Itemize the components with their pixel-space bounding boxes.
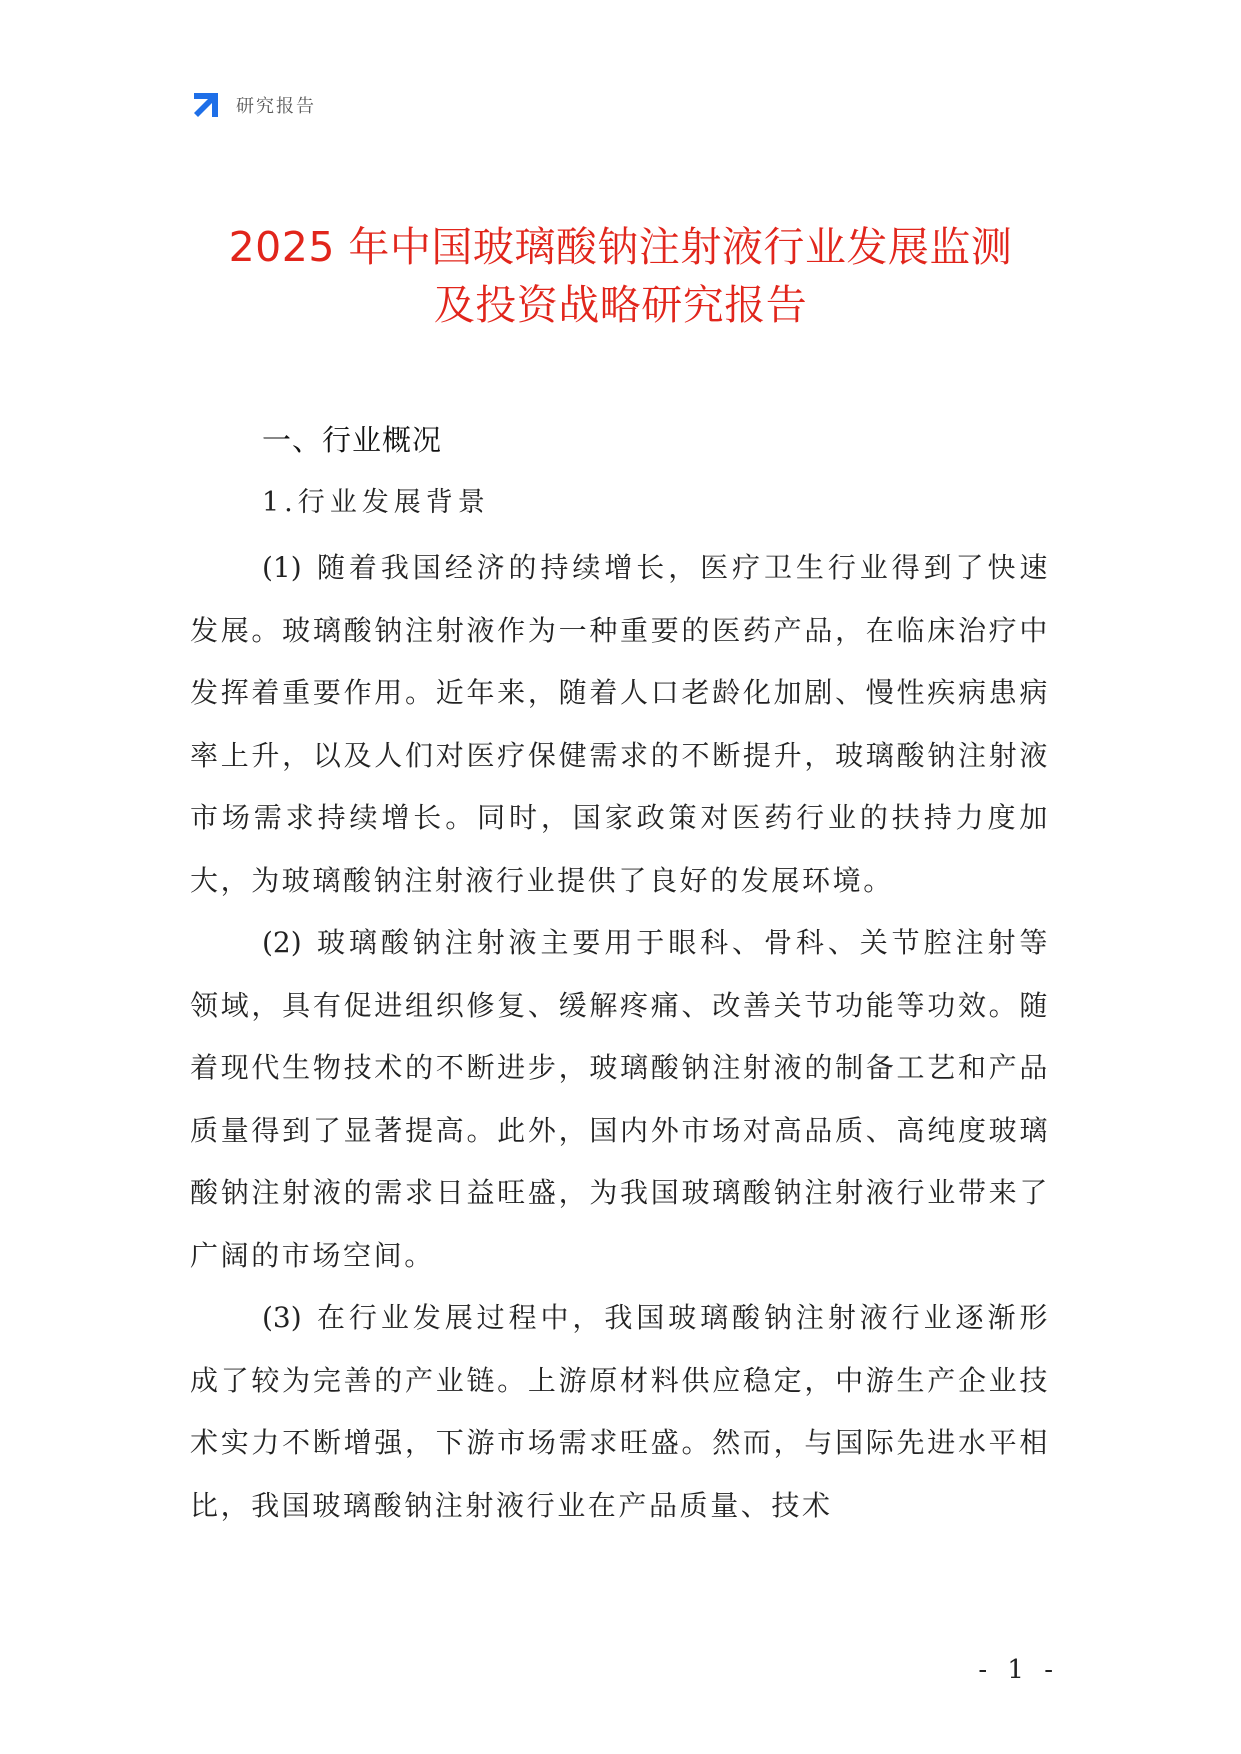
document-title: [150, 218, 1091, 334]
header-label: 研究报告: [236, 96, 316, 117]
sub-heading: 1.行业发展背景: [262, 487, 490, 518]
section-heading: 一、行业概况: [262, 423, 443, 457]
paragraph-text: 玻璃酸钠注射液主要用于眼科、骨科、关节腔注射等领域，具有促进组织修复、缓解疼痛、改善关节功能等功效。随着现代生物技术的不断进步，玻璃酸钠注射液的制备工艺和产品质量得到了显著提高。此外，国内外市场对高品质、高纯度玻璃酸钠注射液的需求日益旺盛，为我国玻璃酸钠注射液行业带来了广阔的市场空间。: [190, 926, 1050, 1272]
paragraph-text: 在行业发展过程中，我国玻璃酸钠注射液行业逐渐形成了较为完善的产业链。上游原材料供应稳定，中游生产企业技术实力不断增强，下游市场需求旺盛。然而，与国际先进水平相比，我国玻璃酸钠注射液行业在产品质量、技术: [190, 1301, 1050, 1522]
paragraph-3: [190, 1287, 1050, 1537]
page-number: - 1 -: [978, 1655, 1059, 1685]
paragraph-1: [190, 537, 1050, 912]
paragraph-text: 随着我国经济的持续增长，医疗卫生行业得到了快速发展。玻璃酸钠注射液作为一种重要的医药产品，在临床治疗中发挥着重要作用。近年来，随着人口老龄化加剧、慢性疾病患病率上升，以及人们对医疗保健需求的不断提升，玻璃酸钠注射液市场需求持续增长。同时，国家政策对医药行业的扶持力度加大，为玻璃酸钠注射液行业提供了良好的发展环境。: [190, 551, 1050, 897]
body-text: [190, 537, 1050, 1537]
arrow-up-right-icon: [190, 89, 222, 121]
paragraph-2: [190, 912, 1050, 1287]
paragraph-number: (1): [262, 551, 302, 584]
title-line-1: 2025 年中国玻璃酸钠注射液行业发展监测: [228, 223, 1013, 271]
page-header: [190, 88, 316, 122]
paragraph-number: (3): [262, 1301, 302, 1334]
paragraph-number: (2): [262, 926, 302, 959]
title-line-2: 及投资战略研究报告: [433, 281, 808, 329]
